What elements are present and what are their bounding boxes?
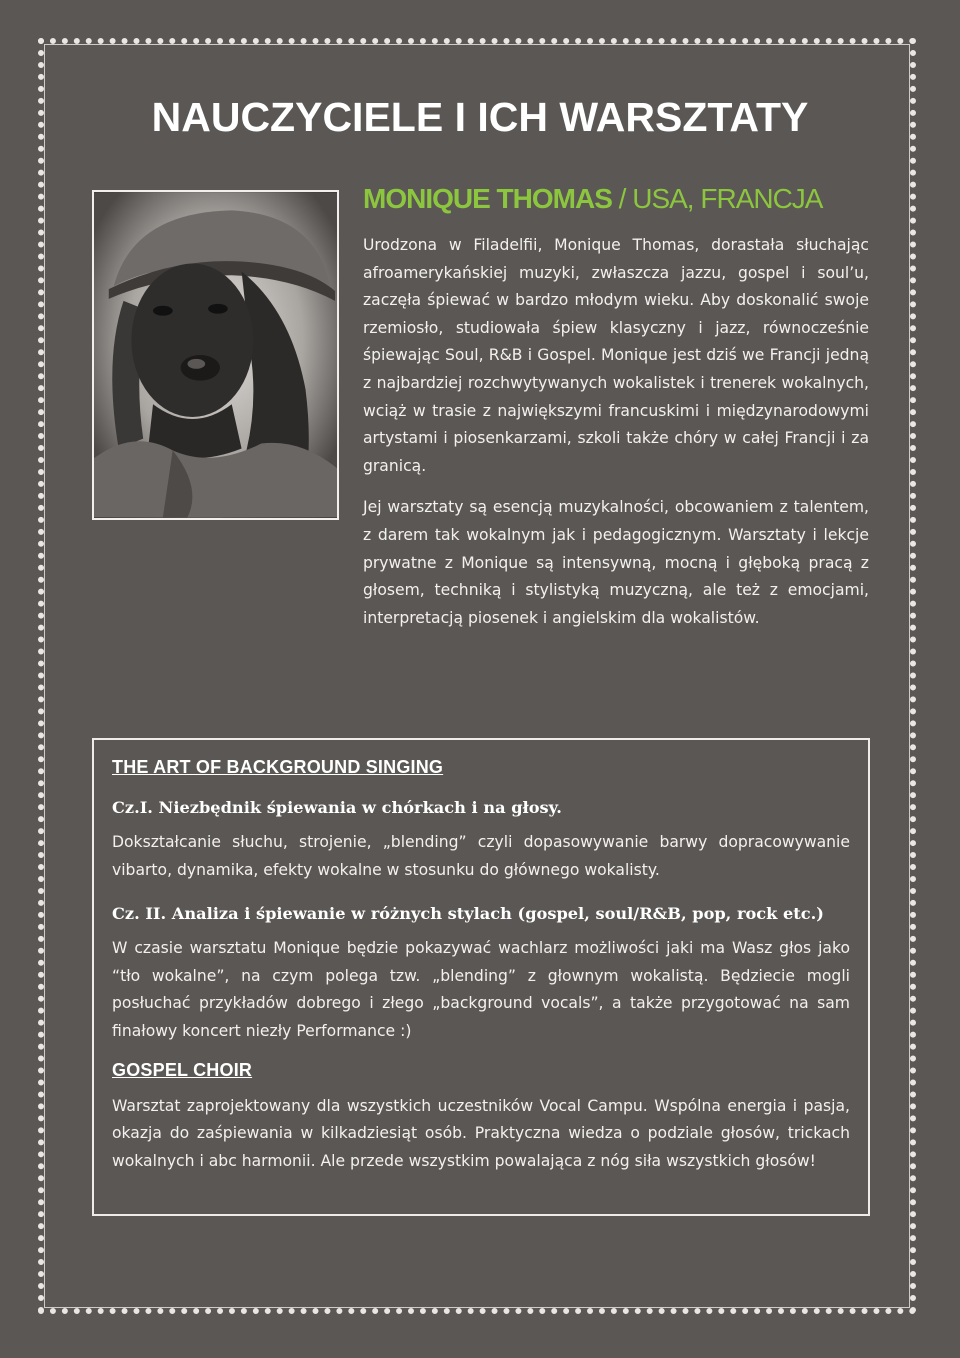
workshop-text-gospel-choir: Warsztat zaprojektowany dla wszystkich uczestników Vocal Campu. Wspólna energia i pasja, okazja do zaśpiewania w kilkadziesiąt osób. Praktyczna wiedza o podziale głosów, trickach wokalnych i abc harmonii. Ale przede wszystkim powalająca z nóg siła wszystkich głosów! xyxy=(112,1096,850,1170)
bio-paragraph: Urodzona w Filadelfii, Monique Thomas, dorastała słuchając afroamerykańskiej muzyki, zwłaszcza jazzu, gospel i soul’u, zaczęła śpiewać w bardzo młodym wieku. Aby doskonalić swoje rzemiosło, studiowała śpiew klasyczny i jazz, równocześnie śpiewając Soul, R&B i Gospel. Monique jest dziś we Francji jedną z najbardziej rozchwytywanych wokalistek i trenerek wokalnych, wciąż w trasie z największymi francuskimi i międzynarodowymi artystami i piosenkarzami, szkoli także chóry w całej Francji i za granicą. xyxy=(363,236,869,475)
teacher-name: MONIQUE THOMAS xyxy=(363,183,612,214)
teacher-origin: USA, FRANCJA xyxy=(632,183,823,214)
teacher-bio xyxy=(363,232,869,632)
portrait-photo-icon xyxy=(94,192,337,518)
name-separator: / xyxy=(618,183,626,214)
bio-paragraph: Jej warsztaty są esencją muzykalności, obcowaniem z talentem, z darem tak wokalnym jak i pedagogicznym. Warsztaty i lekcje prywatne z Monique są intensywną, mocną i głęboką pracą z głosem, techniką i stylistyką muzyczną, ale też z emocjami, interpretacją piosenek i angielskim dla wokalistów. xyxy=(363,498,869,627)
workshop-part-title: Cz.I. Niezbędnik śpiewania w chórkach i na głosy. xyxy=(112,798,562,817)
workshop-part-title: Cz. II. Analiza i śpiewanie w różnych stylach (gospel, soul/R&B, pop, rock etc.) xyxy=(112,904,824,924)
page-title: NAUCZYCIELE I ICH WARSZTATY xyxy=(151,94,809,140)
teacher-name-heading xyxy=(363,183,822,215)
workshop-part-text: Dokształcanie słuchu, strojenie, „blending” czyli dopasowywanie barwy dopracowywanie vibarto, dynamika, efekty wokalne w stosunku do głównego wokalisty. xyxy=(112,833,850,879)
workshops-box xyxy=(92,738,870,1216)
workshop-heading-background-singing: THE ART OF BACKGROUND SINGING xyxy=(112,757,444,777)
workshop-heading-gospel-choir: GOSPEL CHOIR xyxy=(112,1059,253,1080)
teacher-portrait-photo xyxy=(92,190,339,520)
workshop-part-text: W czasie warsztatu Monique będzie pokazywać wachlarz możliwości jaki ma Wasz głos jako “tło wokalne”, na czym polega tzw. „blending” z głownym wokalistą. Będziecie mogli posłuchać przykładów dobrego i złego „background vocals”, a także przygotować na sam finałowy koncert niezły Performance :) xyxy=(112,939,850,1040)
